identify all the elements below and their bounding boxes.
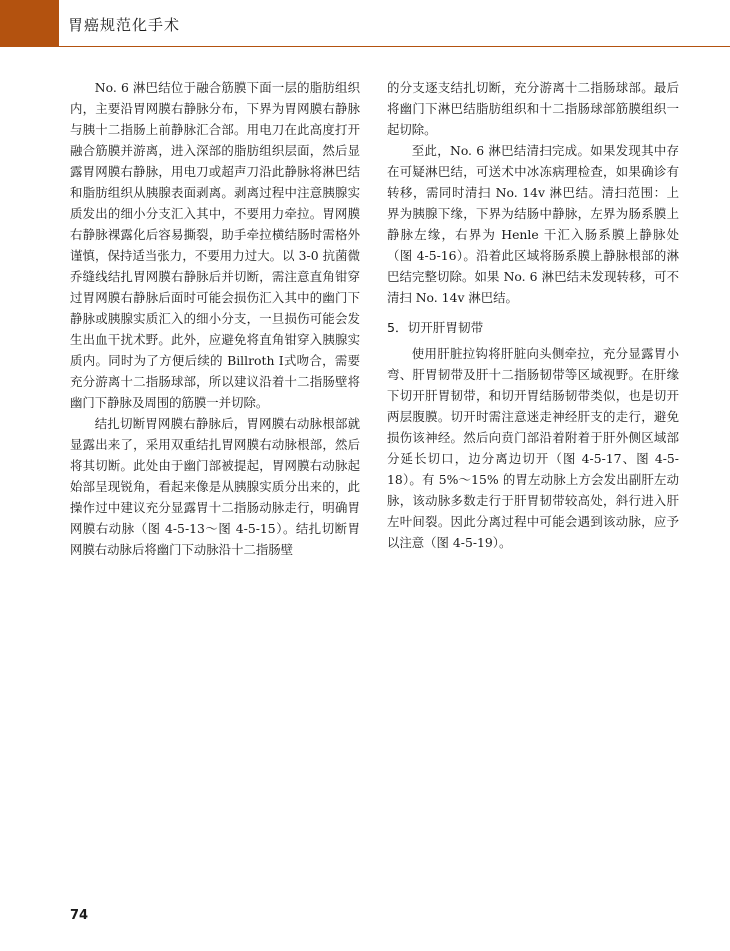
page-number: 74 [70,908,89,923]
body-paragraph: No. 6 淋巴结位于融合筋膜下面一层的脂肪组织内，主要沿胃网膜右静脉分布，下界为胃网膜右静脉与胰十二指肠上前静脉汇合部。用电刀在此高度打开融合筋膜并游离，进入深部的脂肪组织层面，然后显露胃网膜右静脉，用电刀或超声刀沿此静脉将淋巴结和脂肪组织从胰腺表面剥离。剥离过程中注意胰腺实质发出的细小分支汇入其中，不要用力牵拉。胃网膜右静脉裸露化后容易撕裂，助手牵拉横结肠时需格外谨慎，保持适当张力，不要用力过大。以 3-0 抗菌微乔缝线结扎胃网膜右静脉后并切断，需注意直角钳穿过胃网膜右静脉后面时可能会损伤汇入其中的幽门下静脉或胰腺实质汇入的细小分支，一旦损伤可能会发生出血干扰术野。此外，应避免将直角钳穿入胰腺实质内。同时为了方便后续的 Billroth Ⅰ式吻合，需要充分游离十二指肠球部，所以建议沿着十二指肠壁将幽门下静脉及周围的筋膜一并切除。 [70,80,360,410]
running-header [0,0,730,47]
body-paragraph: 使用肝脏拉钩将肝脏向头侧牵拉，充分显露胃小弯、肝胃韧带及肝十二指肠韧带等区域视野。在肝缘下切开肝胃韧带，和切开胃结肠韧带类似，也是切开两层腹膜。切开时需注意迷走神经肝支的走行，避免损伤该神经。然后向贲门部沿着附着于肝外侧区域部分延长切口，边分离边切开（图 4-5-17、图 4-5-18）。有 5%～15% 的胃左动脉上方会发出副肝左动脉，该动脉多数走行于肝胃韧带较高处，斜行进入肝左叶间裂。因此分离过程中可能会遇到该动脉，应予以注意（图 4-5-19）。 [387,346,679,550]
body-paragraph: 结扎切断胃网膜右静脉后，胃网膜右动脉根部就显露出来了，采用双重结扎胃网膜右动脉根部，然后将其切断。此处由于幽门部被提起，胃网膜右动脉起始部呈现锐角，看起来像是从胰腺实质分出来的，此操作过中建议充分显露胃十二指肠动脉走行，明确胃网膜右动脉（图 4-5-13～图 4-5-15）。结扎切断胃网膜右动脉后将幽门下动脉沿十二指肠壁 [70,416,360,557]
right-column [387,77,679,553]
header-rule [59,46,730,47]
section-heading: 5．切开肝胃韧带 [387,320,484,335]
continued-paragraph: 的分支逐支结扎切断，充分游离十二指肠球部。最后将幽门下淋巴结脂肪组织和十二指肠球部筋膜组织一起切除。 [387,80,679,137]
body-paragraph: 至此，No. 6 淋巴结清扫完成。如果发现其中存在可疑淋巴结，可送术中冰冻病理检查，如果确诊有转移，需同时清扫 No. 14v 淋巴结。清扫范围：上界为胰腺下缘，下界为结肠中静脉，左界为肠系膜上静脉左缘，右界为 Henle 干汇入肠系膜上静脉处（图 4-5-16）。沿着此区域将肠系膜上静脉根部的淋巴结完整切除。如果 No. 6 淋巴结未发现转移，可不清扫 No. 14v 淋巴结。 [387,143,679,305]
book-title: 胃癌规范化手术 [68,16,181,34]
left-column [70,77,360,560]
header-color-tab [0,0,59,47]
